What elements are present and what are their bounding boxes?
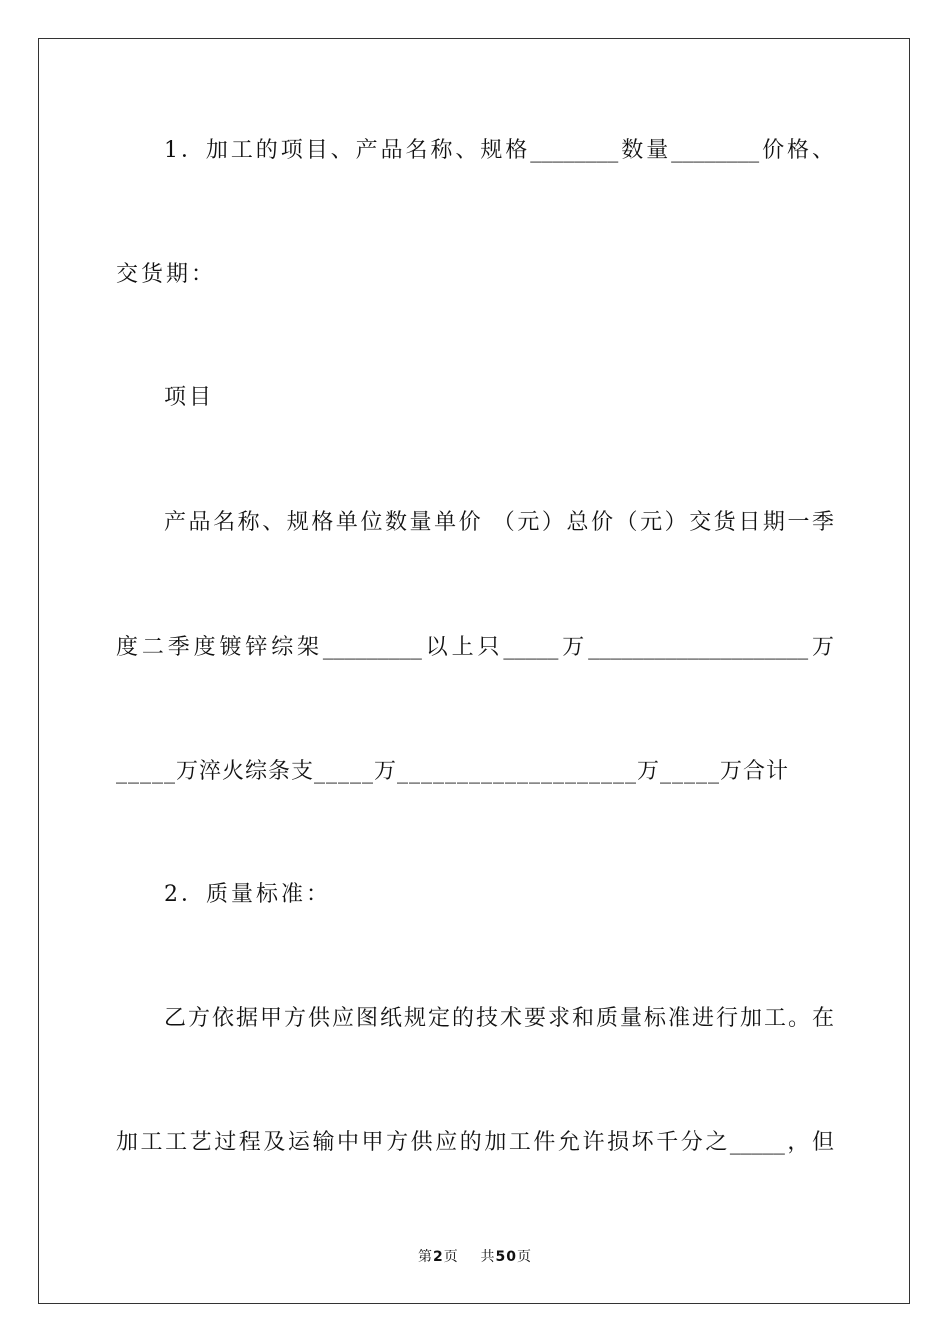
table-heading-item: 项目 (164, 385, 215, 410)
footer-total-suffix: 页 (517, 1249, 533, 1265)
footer-page-prefix: 第 (417, 1249, 433, 1265)
clause-2-line-2: 加工工艺过程及运输中甲方供应的加工件允许损坏千分之_____，但 (116, 1130, 834, 1155)
footer-page-number: 2 (432, 1249, 444, 1265)
clause-1-line-2: 交货期： (116, 262, 217, 287)
footer-total-prefix: 共 (480, 1249, 496, 1265)
clause-2-line-1: 乙方依据甲方供应图纸规定的技术要求和质量标准进行加工。在 (164, 1006, 834, 1031)
table-row-line-2: _____万淬火综条支_____万____________________万_____万合计 (116, 759, 790, 784)
page-border (38, 38, 910, 1304)
clause-1-line-1: 1．加工的项目、产品名称、规格________数量________价格、 (164, 138, 834, 163)
page-footer (0, 1248, 950, 1266)
footer-total-number: 50 (495, 1249, 518, 1265)
table-row-line-1: 度二季度镀锌综架_________以上只_____万____________________万 (116, 635, 834, 660)
table-header-line: 产品名称、规格单位数量单价 （元）总价（元）交货日期一季 (164, 510, 834, 535)
footer-page-suffix: 页 (443, 1249, 459, 1265)
clause-2-heading: 2．质量标准： (164, 882, 331, 907)
